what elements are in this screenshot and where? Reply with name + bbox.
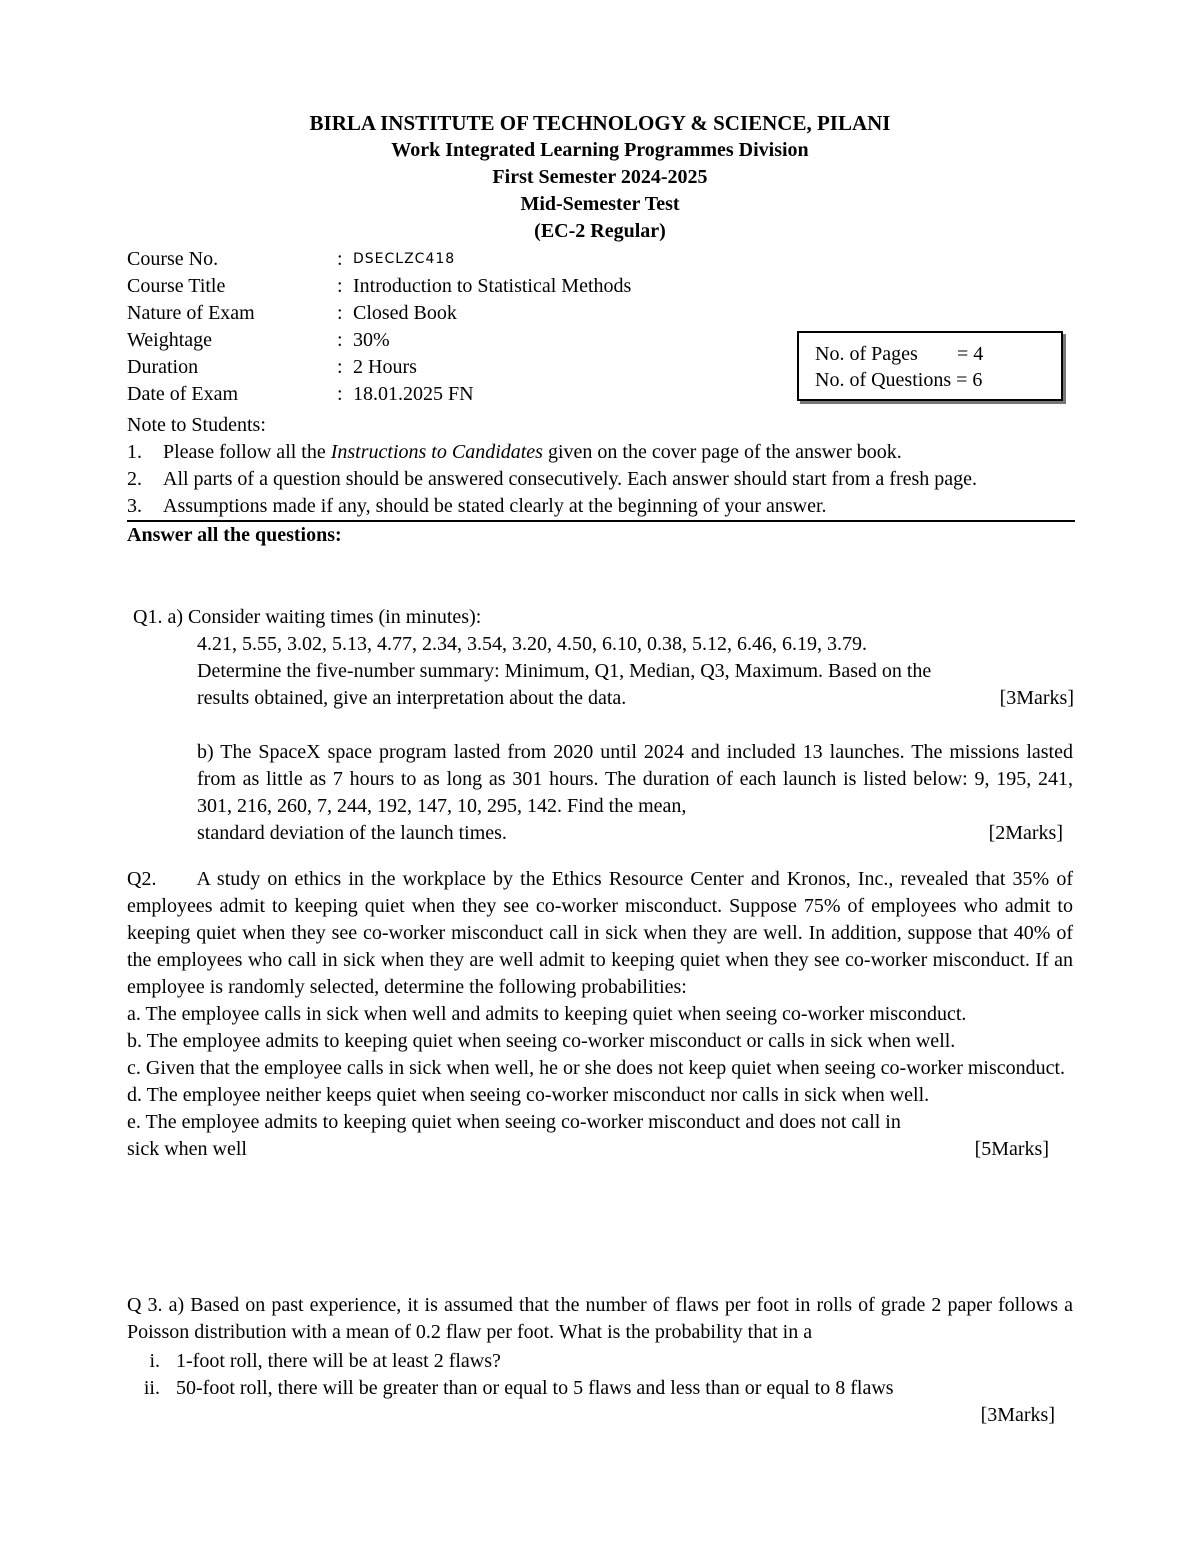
q2-text: Q2. A study on ethics in the workplace by the Ethics Resource Center and Kronos, Inc., revealed that 35% of employees admit to keeping quiet when they see co-worker misconduct. Suppose 75% of employees who admit to keeping quiet when they see co-worker misconduct call in sick when they are well. In addition, suppose that 40% of the employees who call in sick when they are well admit to keeping quiet when they see co-worker misconduct. If an employee is randomly selected, determine the following probabilities: (127, 868, 1073, 998)
q1a-task-end: results obtained, give an interpretation about the data. [3Marks] (197, 685, 1079, 712)
note-text: Assumptions made if any, should be stated clearly at the beginning of your answer. (163, 495, 827, 517)
meta-label: Course Title (127, 275, 226, 297)
course-title-value: Introduction to Statistical Methods (353, 275, 632, 297)
duration-row (127, 354, 631, 381)
note-item (127, 466, 1075, 493)
q2-part-d: d. The employee neither keeps quiet when seeing co-worker misconduct nor calls in sick when well. (127, 1084, 930, 1106)
note-number: 2. (127, 468, 142, 490)
q3a-ii (127, 1375, 1073, 1402)
meta-label: Course No. (127, 248, 219, 270)
q3-marks: [3Marks] (980, 1404, 1055, 1426)
notes-title: Note to Students: (127, 414, 266, 436)
test-type: (EC-2 Regular) (534, 220, 666, 242)
meta-label: Date of Exam (127, 383, 239, 405)
institute-name: BIRLA INSTITUTE OF TECHNOLOGY & SCIENCE, PILANI (309, 111, 891, 135)
date-row (127, 381, 631, 408)
nature-row (127, 300, 631, 327)
q1b-last: standard deviation of the launch times. [2Marks] (197, 820, 1073, 847)
q2-marks: [5Marks] (974, 1138, 1049, 1160)
q2-part-a: a. The employee calls in sick when well and admits to keeping quiet when seeing co-worker misconduct. (127, 1003, 967, 1025)
course-details (127, 246, 631, 408)
q3a-i-number: i. (149, 1350, 160, 1372)
meta-colon: : (337, 302, 343, 324)
q2-part-b: b. The employee admits to keeping quiet when seeing co-worker misconduct or calls in sick when well. (127, 1030, 956, 1052)
meta-colon: : (337, 329, 343, 351)
q3a-ii-number: ii. (143, 1377, 160, 1399)
q2-part-c: c. Given that the employee calls in sick when well, he or she does not keep quiet when seeing co-worker misconduct. (127, 1057, 1066, 1079)
meta-colon: : (337, 356, 343, 378)
note-item (127, 439, 1075, 466)
pages-row (815, 341, 1061, 367)
meta-label: Nature of Exam (127, 302, 255, 324)
q2-part-e-end: sick when well [5Marks] (127, 1136, 1073, 1163)
duration-value: 2 Hours (353, 356, 417, 378)
q1a-marks: [3Marks] (999, 687, 1074, 709)
q1b (197, 739, 1073, 847)
weightage-value: 30% (353, 329, 390, 351)
meta-label: Weightage (127, 329, 213, 351)
pages-label: No. of Pages (815, 343, 918, 365)
q2 (127, 866, 1073, 1163)
course-no-value: DSECLZC418 (353, 251, 456, 267)
exam-info-box (797, 331, 1063, 401)
test-name: Mid-Semester Test (520, 193, 680, 215)
q1a-task: Determine the five-number summary: Minimum, Q1, Median, Q3, Maximum. Based on the (197, 660, 932, 682)
course-no-row (127, 246, 631, 273)
meta-label: Duration (127, 356, 199, 378)
questions-label: No. of Questions (815, 369, 952, 391)
date-value: 18.01.2025 FN (353, 383, 474, 405)
questions-value: = 6 (956, 369, 983, 391)
note-item (127, 493, 1075, 522)
pages-value: = 4 (957, 343, 984, 365)
answer-all-heading: Answer all the questions: (127, 524, 342, 546)
q2-label: Q2. (127, 868, 157, 890)
notes-section (127, 412, 1075, 549)
meta-colon: : (337, 248, 343, 270)
note-text: All parts of a question should be answered consecutively. Each answer should start from a fresh page. (163, 468, 978, 490)
nature-value: Closed Book (353, 302, 457, 324)
q1b-text: b) The SpaceX space program lasted from 2020 until 2024 and included 13 launches. The missions lasted from as little as 7 hours to as long as 301 hours. The duration of each launch is listed below: 9, 195, 241, 301, 216, 260, 7, 244, 192, 147, 10, 295, 142. Find the mean, (197, 741, 1073, 817)
questions-row (815, 367, 1061, 393)
division-name: Work Integrated Learning Programmes Division (391, 139, 809, 161)
exam-header (0, 110, 1200, 245)
weightage-row (127, 327, 631, 354)
q1a (133, 604, 1079, 712)
q1a-intro: Q1. a) Consider waiting times (in minutes): (133, 606, 482, 628)
q3a-ii-text: 50-foot roll, there will be greater than or equal to 5 flaws and less than or equal to 8 flaws (176, 1377, 894, 1399)
q3a-text: Q 3. a) Based on past experience, it is assumed that the number of flaws per foot in rolls of grade 2 paper follows a Poisson distribution with a mean of 0.2 flaw per foot. What is the probability that in a (127, 1294, 1073, 1343)
note-number: 3. (127, 495, 142, 517)
meta-colon: : (337, 383, 343, 405)
q1a-body (133, 631, 1079, 712)
meta-colon: : (337, 275, 343, 297)
note-text: Please follow all the Instructions to Candidates given on the cover page of the answer book. (163, 441, 902, 463)
q1a-data: 4.21, 5.55, 3.02, 5.13, 4.77, 2.34, 3.54, 3.20, 4.50, 6.10, 0.38, 5.12, 6.46, 6.19, 3.79. (197, 633, 867, 655)
course-title-row (127, 273, 631, 300)
q3a-i-text: 1-foot roll, there will be at least 2 flaws? (176, 1350, 501, 1372)
q3a (127, 1292, 1073, 1429)
note-number: 1. (127, 441, 142, 463)
instructions-emphasis: Instructions to Candidates (330, 441, 543, 463)
q1b-marks: [2Marks] (988, 822, 1063, 844)
q3a-i (127, 1348, 1073, 1375)
q2-part-e: e. The employee admits to keeping quiet when seeing co-worker misconduct and does not call in (127, 1111, 901, 1133)
semester: First Semester 2024-2025 (492, 166, 708, 188)
